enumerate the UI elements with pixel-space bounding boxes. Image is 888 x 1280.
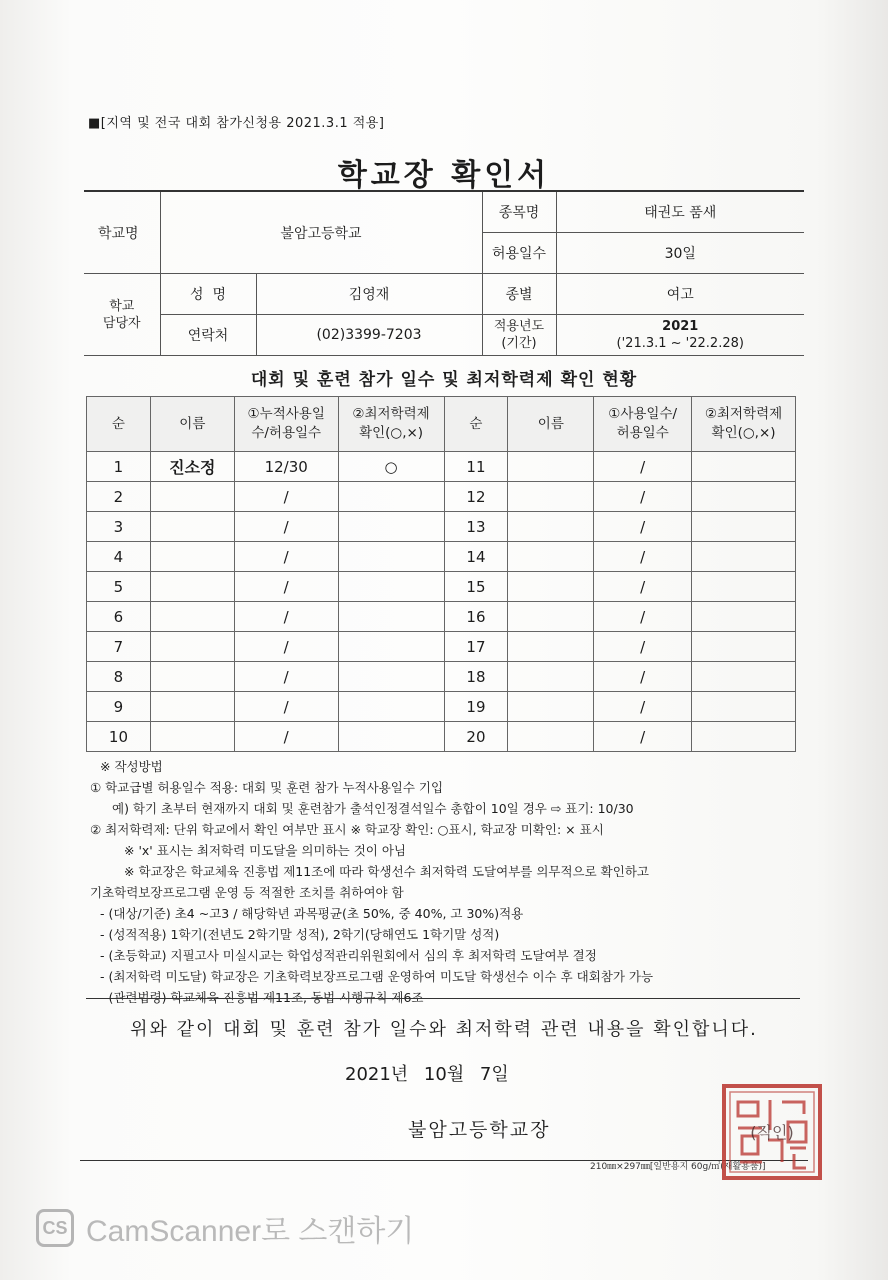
category-value: 여고 — [556, 274, 804, 315]
row-name — [150, 482, 234, 512]
row-days: / — [234, 542, 338, 572]
paper-spec: 210㎜×297㎜[일반용지 60g/㎡(재활용품)] — [590, 1162, 766, 1172]
row-check — [338, 662, 444, 692]
row-days: / — [234, 572, 338, 602]
row-check: ○ — [338, 452, 444, 482]
participation-table — [86, 396, 796, 752]
instruction-1-example: 예) 학기 초부터 현재까지 대회 및 훈련참가 출석인정결석일수 총합이 10일 경우 ⇨ 표기: 10/30 — [112, 801, 634, 816]
detail-3: - (초등학교) 지필고사 미실시교는 학업성적관리위원회에서 심의 후 최저학력 도달여부 결정 — [100, 948, 597, 963]
header-check-right-line1: ②최저학력제 — [704, 406, 783, 422]
row-days: / — [594, 542, 692, 572]
row-check — [692, 662, 796, 692]
row-check — [338, 722, 444, 752]
row-check — [338, 602, 444, 632]
category-label: 종별 — [482, 274, 556, 315]
row-name — [508, 662, 594, 692]
table-row — [87, 632, 796, 662]
allowed-days-label: 허용일수 — [482, 233, 556, 274]
applicable-year-value-line2: ('21.3.1 ~ '22.2.28) — [616, 336, 744, 351]
row-no: 3 — [87, 512, 151, 542]
row-days: / — [594, 452, 692, 482]
header-days-right — [594, 397, 692, 452]
applicable-year-label — [482, 315, 556, 356]
row-name: 진소정 — [150, 452, 234, 482]
row-no: 20 — [444, 722, 508, 752]
instruction-2-note-b: ※ 학교장은 학교체육 진흥법 제11조에 따라 학생선수 최저학력 도달여부를 의무적으로 확인하고 — [124, 864, 649, 879]
row-check — [338, 512, 444, 542]
official-seal-icon — [720, 1082, 824, 1182]
table-row — [87, 482, 796, 512]
row-name — [150, 512, 234, 542]
row-days: / — [594, 572, 692, 602]
row-days: / — [594, 482, 692, 512]
row-name — [508, 602, 594, 632]
row-check — [692, 632, 796, 662]
row-no: 6 — [87, 602, 151, 632]
row-no: 2 — [87, 482, 151, 512]
applicable-year-value-line1: 2021 — [662, 319, 699, 334]
instruction-2: ② 최저학력제: 단위 학교에서 확인 여부만 표시 ※ 학교장 확인: ○표시, 학교장 미확인: × 표시 — [90, 822, 604, 837]
manager-label — [84, 274, 160, 356]
confirmation-statement: 위와 같이 대회 및 훈련 참가 일수와 최저학력 관련 내용을 확인합니다. — [130, 1019, 758, 1040]
row-no: 16 — [444, 602, 508, 632]
row-check — [692, 512, 796, 542]
row-days: / — [594, 632, 692, 662]
row-check — [338, 482, 444, 512]
row-days: / — [234, 482, 338, 512]
row-check — [338, 572, 444, 602]
camscanner-logo-icon: CS — [36, 1209, 74, 1247]
row-days: / — [234, 692, 338, 722]
manager-label-line1: 학교 — [109, 298, 135, 314]
row-check — [692, 452, 796, 482]
camscanner-text: CamScanner로 스캔하기 — [86, 1215, 415, 1248]
manager-name-value: 김영재 — [256, 274, 482, 315]
header-days-line2: 수/허용일수 — [251, 425, 322, 441]
row-no: 18 — [444, 662, 508, 692]
row-days: / — [234, 722, 338, 752]
row-name — [150, 662, 234, 692]
manager-name-label: 성 명 — [160, 274, 256, 315]
row-name — [150, 722, 234, 752]
row-check — [338, 632, 444, 662]
row-days: / — [594, 512, 692, 542]
row-no: 17 — [444, 632, 508, 662]
header-check-line1: ②최저학력제 — [352, 406, 430, 422]
row-check — [692, 602, 796, 632]
row-check — [338, 692, 444, 722]
row-check — [692, 722, 796, 752]
row-name — [150, 602, 234, 632]
header-days — [234, 397, 338, 452]
event-name-value: 태권도 품새 — [556, 191, 804, 233]
table-row — [87, 512, 796, 542]
table-row — [87, 452, 796, 482]
row-name — [508, 572, 594, 602]
row-name — [508, 452, 594, 482]
table-row — [87, 602, 796, 632]
row-name — [150, 632, 234, 662]
header-no-right: 순 — [444, 397, 508, 452]
instructions-heading: ※ 작성방법 — [100, 759, 163, 774]
info-table — [84, 190, 804, 356]
row-days: 12/30 — [234, 452, 338, 482]
detail-5: - (관련법령) 학교체육 진흥법 제11조, 동법 시행규칙 제6조 — [100, 990, 424, 1005]
seal-label: (직인) — [750, 1123, 794, 1142]
table-row — [87, 692, 796, 722]
row-no: 11 — [444, 452, 508, 482]
row-no: 12 — [444, 482, 508, 512]
detail-4: - (최저학력 미도달) 학교장은 기초학력보장프로그램 운영하여 미도달 학생선수 이수 후 대회참가 가능 — [100, 969, 654, 984]
manager-label-line2: 담당자 — [102, 315, 141, 331]
header-check-right-line2: 확인(○,×) — [711, 425, 776, 441]
instruction-2-note-c: 기초학력보장프로그램 운영 등 적절한 조치를 취하여야 함 — [90, 885, 404, 900]
event-name-label: 종목명 — [482, 191, 556, 233]
row-check — [692, 572, 796, 602]
row-check — [692, 482, 796, 512]
table-header-row — [87, 397, 796, 452]
row-no: 1 — [87, 452, 151, 482]
row-check — [692, 692, 796, 722]
row-days: / — [234, 632, 338, 662]
header-check-line2: 확인(○,×) — [359, 425, 424, 441]
row-name — [150, 572, 234, 602]
applicable-year-label-line1: 적용년도 — [493, 319, 545, 334]
contact-label: 연락처 — [160, 315, 256, 356]
row-days: / — [594, 602, 692, 632]
applicable-year-label-line2: (기간) — [501, 336, 537, 351]
row-days: / — [594, 722, 692, 752]
row-name — [508, 542, 594, 572]
row-no: 15 — [444, 572, 508, 602]
row-days: / — [594, 662, 692, 692]
contact-value: (02)3399-7203 — [256, 315, 482, 356]
row-no: 4 — [87, 542, 151, 572]
principal-signature: 불암고등학교장 — [408, 1119, 551, 1141]
instruction-1: ① 학교급별 허용일수 적용: 대회 및 훈련 참가 누적사용일수 기입 — [90, 780, 444, 795]
school-name-value: 불암고등학교 — [160, 191, 482, 274]
header-check-right — [692, 397, 796, 452]
header-name-right: 이름 — [508, 397, 594, 452]
row-no: 14 — [444, 542, 508, 572]
row-days: / — [234, 602, 338, 632]
school-name-label: 학교명 — [84, 191, 160, 274]
detail-1: - (대상/기준) 초4 ~고3 / 해당학년 과목평균(초 50%, 중 40%, 고 30%)적용 — [100, 906, 524, 921]
instruction-2-note-a: ※ 'x' 표시는 최저학력 미도달을 의미하는 것이 아님 — [124, 843, 406, 858]
row-no: 13 — [444, 512, 508, 542]
row-no: 8 — [87, 662, 151, 692]
applicable-year-value — [556, 315, 804, 356]
row-no: 7 — [87, 632, 151, 662]
row-days: / — [594, 692, 692, 722]
row-days: / — [234, 662, 338, 692]
row-no: 9 — [87, 692, 151, 722]
header-days-right-line1: ①사용일수/ — [608, 406, 678, 422]
section-title: 대회 및 훈련 참가 일수 및 최저학력제 확인 현황 — [250, 370, 638, 390]
instructions-block — [90, 756, 810, 1008]
row-no: 19 — [444, 692, 508, 722]
row-name — [150, 692, 234, 722]
header-days-line1: ①누적사용일 — [247, 406, 325, 422]
table-row — [87, 572, 796, 602]
camscanner-watermark — [36, 1204, 414, 1252]
row-name — [508, 482, 594, 512]
divider — [86, 998, 800, 999]
row-name — [508, 632, 594, 662]
header-no: 순 — [87, 397, 151, 452]
table-row — [87, 662, 796, 692]
header-name: 이름 — [150, 397, 234, 452]
row-no: 5 — [87, 572, 151, 602]
issue-date: 2021년 10월 7일 — [345, 1064, 509, 1085]
row-days: / — [234, 512, 338, 542]
allowed-days-value: 30일 — [556, 233, 804, 274]
row-check — [338, 542, 444, 572]
detail-2: - (성적적용) 1학기(전년도 2학기말 성적), 2학기(당해연도 1학기말 성적) — [100, 927, 500, 942]
header-check — [338, 397, 444, 452]
row-name — [508, 512, 594, 542]
document-title: 학교장 확인서 — [337, 158, 551, 193]
table-row — [87, 542, 796, 572]
row-name — [508, 692, 594, 722]
row-name — [508, 722, 594, 752]
row-name — [150, 542, 234, 572]
row-check — [692, 542, 796, 572]
form-applicability-note: ■[지역 및 전국 대회 참가신청용 2021.3.1 적용] — [88, 116, 385, 131]
row-no: 10 — [87, 722, 151, 752]
header-days-right-line2: 허용일수 — [616, 425, 669, 441]
table-row — [87, 722, 796, 752]
